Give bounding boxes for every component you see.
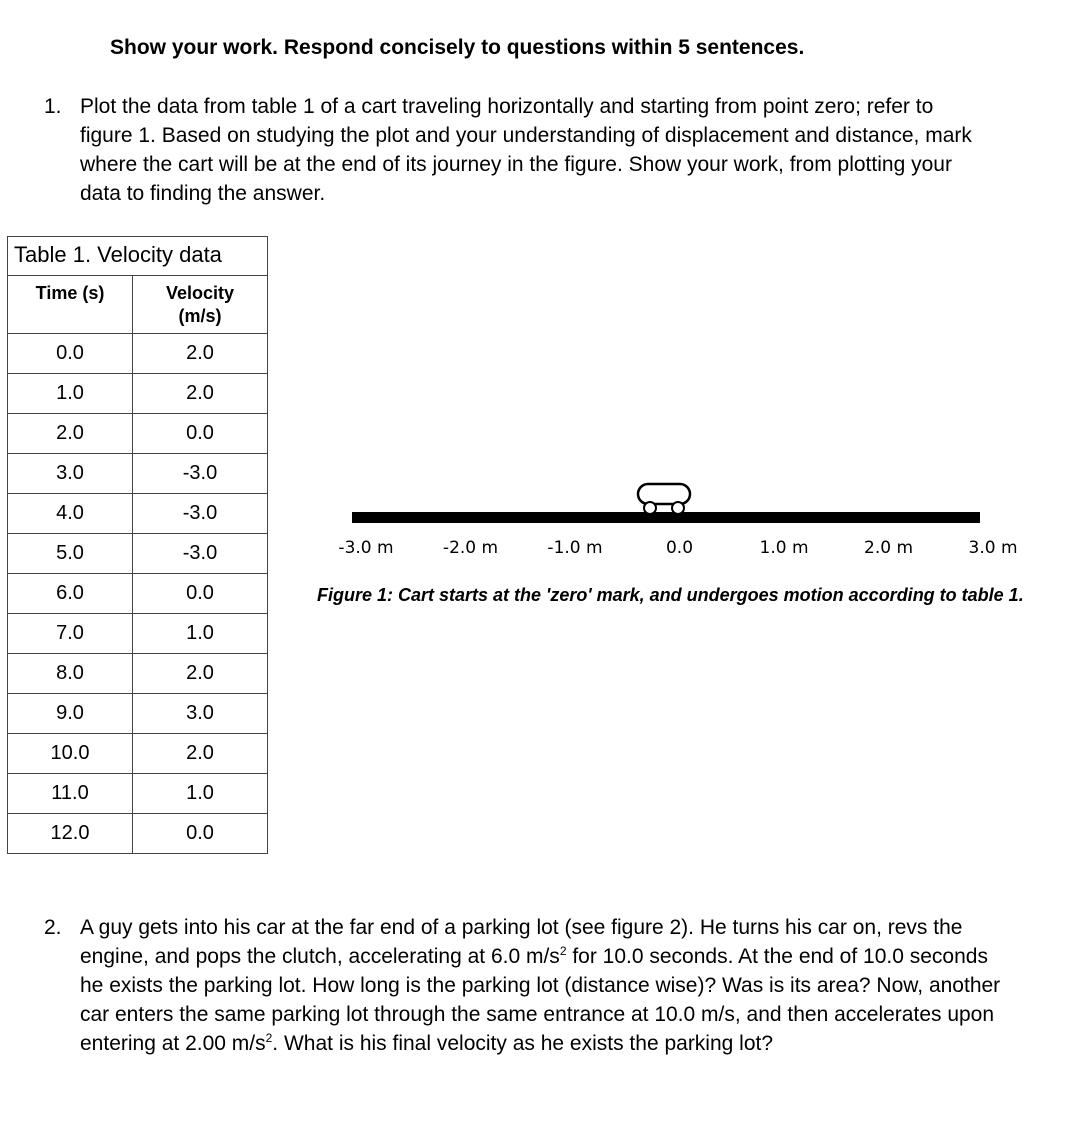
question-2 xyxy=(44,913,1034,1093)
table-row xyxy=(8,454,268,494)
question-1-text: Plot the data from table 1 of a cart traveling horizontally and starting from point zero; refer to figure 1. Based on studying the plot and your understanding of displacement and distance, mark where the cart will be at the end of its journey in the figure. Show your work, from plotting your data to finding the answer. xyxy=(80,95,972,205)
table-row xyxy=(8,614,268,654)
velocity-cell: 2.0 xyxy=(133,374,268,414)
velocity-cell: 2.0 xyxy=(133,734,268,774)
time-cell: 10.0 xyxy=(8,734,133,774)
figure-1-caption: Figure 1: Cart starts at the 'zero' mark, and undergoes motion according to table 1. xyxy=(317,585,1024,605)
table-row xyxy=(8,574,268,614)
tick-label: 3.0 m xyxy=(968,538,1018,558)
velocity-cell: 2.0 xyxy=(133,654,268,694)
q2-text-part3: . What is his final velocity as he exists the parking lot? xyxy=(272,1032,774,1055)
velocity-cell: 0.0 xyxy=(133,574,268,614)
tick-label: 0.0 xyxy=(665,538,694,558)
velocity-cell: 0.0 xyxy=(133,814,268,854)
time-cell: 0.0 xyxy=(8,334,133,374)
question-1 xyxy=(44,92,1004,212)
velocity-cell: -3.0 xyxy=(133,454,268,494)
time-cell: 2.0 xyxy=(8,414,133,454)
table-row xyxy=(8,414,268,454)
instructions-header: Show your work. Respond concisely to questions within 5 sentences. xyxy=(110,36,805,59)
velocity-cell: 0.0 xyxy=(133,414,268,454)
table-row xyxy=(8,374,268,414)
table-body xyxy=(8,334,268,854)
time-cell: 3.0 xyxy=(8,454,133,494)
time-cell: 6.0 xyxy=(8,574,133,614)
cart-icon xyxy=(638,484,690,514)
time-cell: 4.0 xyxy=(8,494,133,534)
question-2-number: 2. xyxy=(44,916,62,939)
q2-sup1: 2 xyxy=(559,944,567,958)
question-1-number: 1. xyxy=(44,95,62,118)
velocity-cell: 3.0 xyxy=(133,694,268,734)
q2-text-part2: for 10.0 seconds. At the end of 10.0 seconds he exists the parking lot. How long is the parking lot (distance wise)? Was is its area? Now, another car enters the same parking lot through the same entrance at 10.0 m/s, and then accelerates upon entering at 2.00 m/s xyxy=(80,945,1001,1055)
time-cell: 9.0 xyxy=(8,694,133,734)
table-row xyxy=(8,774,268,814)
tick-label: 2.0 m xyxy=(864,538,913,558)
header-velocity xyxy=(133,276,268,334)
time-cell: 11.0 xyxy=(8,774,133,814)
tick-label: -3.0 m xyxy=(338,538,394,558)
tick-label: -2.0 m xyxy=(442,538,499,558)
header-time: Time (s) xyxy=(8,276,133,334)
velocity-cell: 2.0 xyxy=(133,334,268,374)
tick-label: -1.0 m xyxy=(547,538,603,558)
table-row xyxy=(8,334,268,374)
q2-text-part1: A guy gets into his car at the far end of a parking lot (see figure 2). He turns his car on, revs the engine, and pops the clutch, accelerating at 6.0 m/s xyxy=(80,916,963,968)
table-row xyxy=(8,694,268,734)
track-bar xyxy=(352,512,980,523)
q2-sup2: 2 xyxy=(265,1031,273,1045)
velocity-cell: -3.0 xyxy=(133,534,268,574)
velocity-cell: 1.0 xyxy=(133,774,268,814)
velocity-cell: -3.0 xyxy=(133,494,268,534)
table-row xyxy=(8,734,268,774)
table-row xyxy=(8,814,268,854)
velocity-table xyxy=(7,236,268,854)
time-cell: 12.0 xyxy=(8,814,133,854)
question-2-text xyxy=(80,913,1015,1058)
header-velocity-line1: Velocity xyxy=(165,283,235,303)
time-cell: 5.0 xyxy=(8,534,133,574)
time-cell: 7.0 xyxy=(8,614,133,654)
header-velocity-line2: (m/s) xyxy=(178,306,222,326)
time-cell: 1.0 xyxy=(8,374,133,414)
velocity-cell: 1.0 xyxy=(133,614,268,654)
table-caption: Table 1. Velocity data xyxy=(7,236,268,275)
time-cell: 8.0 xyxy=(8,654,133,694)
tick-label: 1.0 m xyxy=(759,538,809,558)
table-row xyxy=(8,654,268,694)
table-row xyxy=(8,534,268,574)
table-row xyxy=(8,494,268,534)
